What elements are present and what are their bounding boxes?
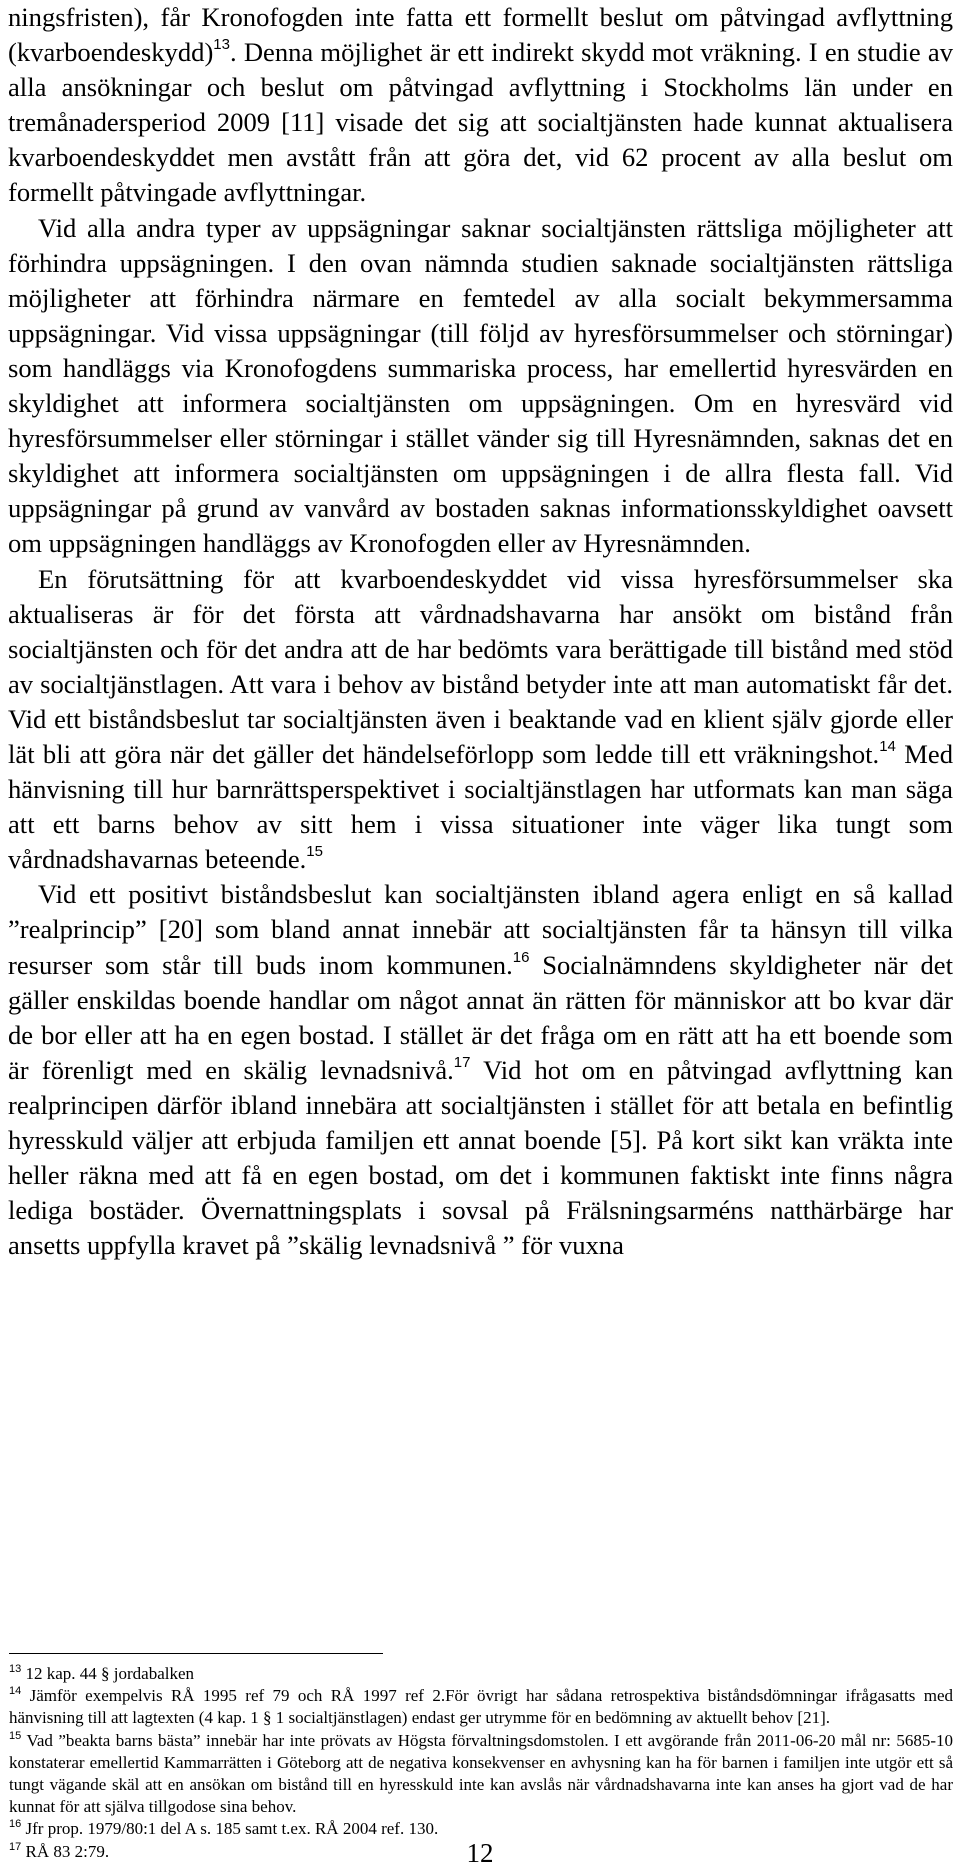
footnote-reference: 16 — [512, 948, 530, 966]
paragraph-text: Vid hot om en påtvingad avflyttning kan realprincipen därför ibland innebära att socialtjänsten i stället för att betala en befintlig hyresskuld väljer att erbjuda familjen ett annat boende [5]. På kort sikt kan vräkta inte heller räkna med att få en egen bostad, om det i kommunen faktiskt inte finns några lediga bostäder. Övernattningsplats i sovsal på Frälsningsarméns natthärbärge har ansetts uppfylla kravet på ”skälig levnadsnivå ” för vuxna — [8, 1054, 953, 1261]
paragraph-text: Socialnämndens skyldigheter när det gäller enskildas boende handlar om något annat än rätten för människor att bo kvar där de bor eller att ha en egen bostad. I stället är det fråga om en rätt att ha ett boende som är förenligt med en skälig levnadsnivå. — [8, 949, 953, 1085]
footnote-reference: 15 — [306, 843, 323, 861]
footnote-number: 13 — [9, 1663, 22, 1675]
footnote-number: 16 — [9, 1818, 22, 1831]
footnote-number: 17 — [9, 1840, 22, 1853]
paragraph-text: ningsfristen), får Kronofogden inte fatta ett formellt beslut om påtvingad avflyttning (kvarboendeskydd) — [8, 2, 953, 68]
footnote — [9, 1685, 953, 1729]
footnote-reference: 14 — [879, 737, 896, 755]
body-paragraph — [8, 877, 953, 1263]
footnote-text: Jfr prop. 1979/80:1 del A s. 185 samt t.ex. RÅ 2004 ref. 130. — [25, 1819, 439, 1839]
footnote-separator — [9, 1653, 383, 1654]
paragraph-text: En förutsättning för att kvarboendeskyddet vid vissa hyresförsummelser ska aktualiseras är för det första att vårdnadshavarna har ansökt om bistånd från socialtjänsten och för det andra att de har bedömts vara berättigade till bistånd med stöd av socialtjänstlagen. Att vara i behov av bistånd betyder inte att man automatiskt får det. Vid ett biståndsbeslut tar socialtjänsten även i beaktande vad en klient själv gjorde eller lät bli att göra när det gäller det händelseförlopp som ledde till ett vräkningshot. — [8, 563, 953, 769]
footnote-text: Vad ”beakta barns bästa” innebär har inte prövats av Högsta förvaltningsdomstolen. I ett avgörande från 2011-06-20 mål nr: 5685-10 konstaterar emellertid Kammarrätten i Göteborg att de negativa konsekvenser en avhysning kan ha för barnen i familjen inte utgör ett så tungt vägande skäl att en ansökan om bistånd till en hyresskuld inte kan avslås när vårdnadshavarna inte kan anses ha gjort vad de har kunnat för att själva tillgodose sina behov. — [9, 1730, 953, 1817]
footnote-number: 14 — [9, 1685, 22, 1698]
paragraph-text: Med hänvisning till hur barnrättsperspektivet i socialtjänstlagen har utformats kan man säga att ett barns behov av sitt hem i vissa situationer inte väger lika tungt som vårdnadshavarnas beteende. — [8, 738, 953, 875]
footnote-text: 12 kap. 44 § jordabalken — [25, 1664, 195, 1683]
footnote-number: 15 — [9, 1729, 22, 1742]
page-number: 12 — [466, 1838, 494, 1868]
footnote — [9, 1663, 953, 1685]
footnote — [9, 1730, 953, 1819]
footnote-reference: 17 — [453, 1053, 471, 1071]
footnotes — [9, 1663, 953, 1863]
paragraph-text: Vid ett positivt biståndsbeslut kan socialtjänsten ibland agera enligt en så kallad ”realprincip” [20] som bland annat innebär att socialtjänsten får ta hänsyn till vilka resurser som står till buds inom kommunen. — [8, 879, 953, 980]
footnote-text: RÅ 83 2:79. — [25, 1841, 110, 1861]
footnote-text: Jämför exempelvis RÅ 1995 ref 79 och RÅ 1997 ref 2.För övrigt har sådana retrospektiva biståndsdömningar ifrågasatts med hänvisning till att lagtexten (4 kap. 1 § 1 socialtjänstlagen) endast ger utrymme för en bedömning av aktuellt behov [21]. — [9, 1686, 953, 1728]
body-text — [8, 0, 953, 1263]
paragraph-text: . Denna möjlighet är ett indirekt skydd mot vräkning. I en studie av alla ansökningar och beslut om påtvingad avflyttning i Stockholms län under en tremånadersperiod 2009 [11] visade det sig att socialtjänsten hade kunnat aktualisera kvarboendeskyddet men avstått från att göra det, vid 62 procent av alla beslut om formellt påtvingade avflyttningar. — [8, 37, 953, 208]
footnote-reference: 13 — [213, 36, 230, 54]
body-paragraph — [8, 0, 953, 211]
paragraph-text: Vid alla andra typer av uppsägningar saknar socialtjänsten rättsliga möjligheter att förhindra uppsägningen. I den ovan nämnda studien saknade socialtjänsten rättsliga möjligheter att förhindra närmare en femtedel av alla socialt bekymmersamma uppsägningar. Vid vissa uppsägningar (till följd av hyresförsummelser och störningar) som handläggs via Kronofogdens summariska process, har emellertid hyresvärden en skyldighet att informera socialtjänsten om uppsägningen. Om en hyresvärd vid hyresförsummelser eller störningar i stället vänder sig till Hyresnämnden, saknas det en skyldighet att informera socialtjänsten om uppsägningen i de allra flesta fall. Vid uppsägningar på grund av vanvård av bostaden saknas informationsskyldighet oavsett om uppsägningen handläggs av Kronofogden eller av Hyresnämnden. — [8, 212, 953, 559]
body-paragraph — [8, 211, 953, 562]
body-paragraph — [8, 562, 953, 878]
